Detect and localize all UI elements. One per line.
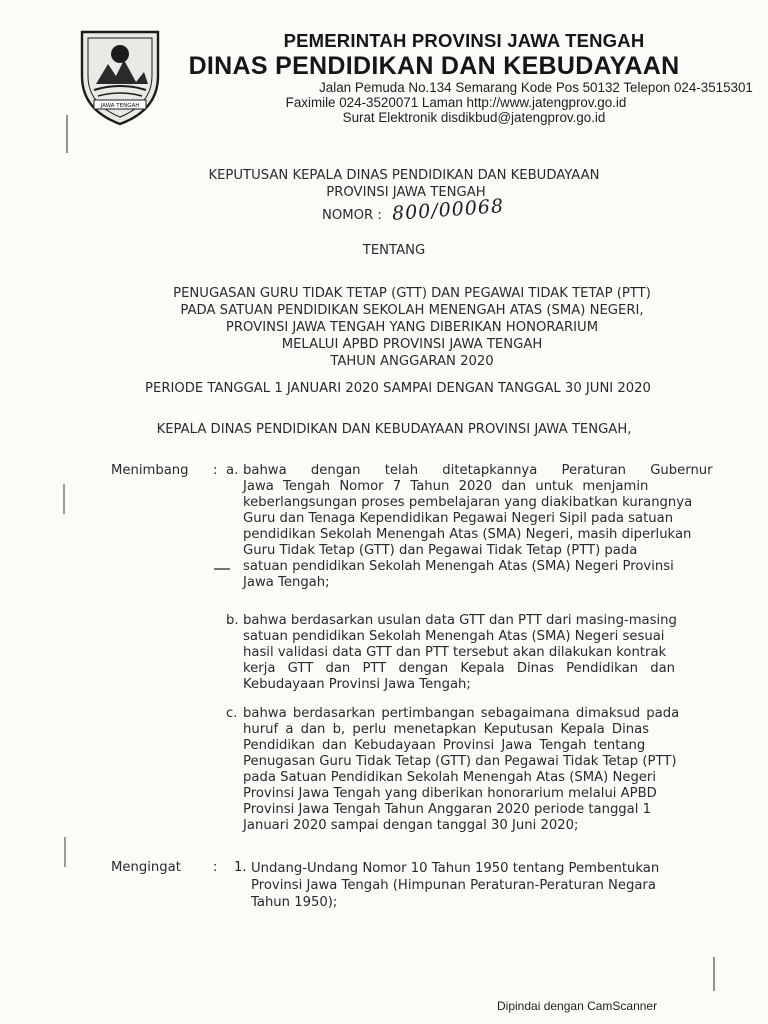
issuer-line: KEPALA DINAS PENDIDIKAN DAN KEBUDAYAAN PROVINSI JAWA TENGAH, — [156, 422, 632, 437]
scan-mark — [66, 115, 68, 153]
paragraph-line: satuan pendidikan Sekolah Menengah Atas (SMA) Negeri Provinsi — [243, 559, 674, 574]
paragraph-line: keberlangsungan proses pembelajaran yang diakibatkan kurangnya — [243, 495, 693, 510]
item-letter-a: a. — [226, 463, 239, 478]
paragraph-line: pendidikan Sekolah Menengah Atas (SMA) Negeri, masih diperlukan — [243, 527, 692, 542]
scan-mark — [713, 957, 715, 991]
paragraph-line: hasil validasi data GTT dan PTT tersebut akan dilakukan kontrak — [243, 645, 667, 660]
subject-line: PADA SATUAN PENDIDIKAN SEKOLAH MENENGAH ATAS (SMA) NEGERI, — [180, 303, 644, 318]
mengingat-label: Mengingat — [111, 860, 181, 875]
item-letter-c: c. — [226, 706, 238, 721]
subject-line: TAHUN ANGGARAN 2020 — [330, 354, 494, 369]
paragraph-line: bahwa berdasarkan pertimbangan sebagaimana dimaksud pada — [243, 706, 680, 721]
address-line: Jalan Pemuda No.134 Semarang Kode Pos 50132 Telepon 024-3515301 — [319, 80, 753, 95]
paragraph-line: Jawa Tengah; — [243, 575, 330, 590]
paragraph-line: Jawa Tengah Nomor 7 Tahun 2020 dan untuk menjamin — [243, 479, 649, 494]
subject-line: MELALUI APBD PROVINSI JAWA TENGAH — [281, 337, 543, 352]
paragraph-line: Guru Tidak Tetap (GTT) dan Pegawai Tidak Tetap (PTT) pada — [243, 543, 638, 558]
subject-line: PENUGASAN GURU TIDAK TETAP (GTT) DAN PEGAWAI TIDAK TETAP (PTT) — [173, 286, 651, 301]
government-heading: PEMERINTAH PROVINSI JAWA TENGAH — [283, 30, 645, 51]
svg-text:JAWA TENGAH: JAWA TENGAH — [100, 103, 140, 109]
menimbang-label: Menimbang — [111, 463, 189, 478]
scan-mark — [214, 568, 230, 570]
paragraph-line: kerja GTT dan PTT dengan Kepala Dinas Pendidikan dan — [243, 661, 676, 676]
paragraph-line: Provinsi Jawa Tengah Tahun Anggaran 2020 periode tanggal 1 — [243, 802, 652, 817]
decree-title-line1: KEPUTUSAN KEPALA DINAS PENDIDIKAN DAN KEBUDAYAAN — [208, 168, 600, 183]
paragraph-line: Penugasan Guru Tidak Tetap (GTT) dan Pegawai Tidak Tetap (PTT) — [243, 754, 677, 769]
fax-website-line: Faximile 024-3520071 Laman http://www.jatengprov.go.id — [285, 95, 627, 110]
menimbang-colon: : — [213, 463, 218, 478]
mengingat-colon: : — [213, 860, 218, 875]
tentang-heading: TENTANG — [362, 243, 426, 258]
paragraph-line: Januari 2020 sampai dengan tanggal 30 Juni 2020; — [243, 818, 579, 833]
item-number-1: 1. — [234, 860, 247, 875]
menimbang-item-c — [243, 706, 680, 834]
scan-mark — [64, 837, 66, 867]
decree-title-line2: PROVINSI JAWA TENGAH — [326, 185, 486, 200]
item-letter-b: b. — [226, 613, 239, 628]
decree-number-label: NOMOR : — [322, 208, 382, 223]
paragraph-line: Kebudayaan Provinsi Jawa Tengah; — [243, 677, 471, 692]
paragraph-line: Guru dan Tenaga Kependidikan Pegawai Negeri Sipil pada satuan — [243, 511, 674, 526]
agency-heading: DINAS PENDIDIKAN DAN KEBUDAYAAN — [188, 52, 680, 80]
email-line: Surat Elektronik disdikbud@jatengprov.go.id — [342, 110, 606, 125]
menimbang-item-a — [243, 463, 713, 591]
paragraph-line: pada Satuan Pendidikan Sekolah Menengah Atas (SMA) Negeri — [243, 770, 657, 785]
decree-number-handwritten: 800/00068 — [391, 195, 505, 225]
paragraph-line: Provinsi Jawa Tengah yang diberikan honorarium melalui APBD — [243, 786, 657, 801]
paragraph-line: Provinsi Jawa Tengah (Himpunan Peraturan-Peraturan Negara — [251, 878, 656, 893]
subject-line: PROVINSI JAWA TENGAH YANG DIBERIKAN HONORARIUM — [225, 320, 599, 335]
menimbang-item-b — [243, 613, 677, 693]
scanner-watermark: Dipindai dengan CamScanner — [497, 999, 658, 1013]
paragraph-line: huruf a dan b, perlu menetapkan Keputusan Kepala Dinas — [243, 722, 650, 737]
paragraph-line: bahwa berdasarkan usulan data GTT dan PTT dari masing-masing — [243, 613, 677, 628]
paragraph-line: bahwa dengan telah ditetapkannya Peraturan Gubernur — [243, 463, 713, 478]
paragraph-line: Tahun 1950); — [251, 895, 338, 910]
paragraph-line: Pendidikan dan Kebudayaan Provinsi Jawa Tengah tentang — [243, 738, 646, 753]
period-line: PERIODE TANGGAL 1 JANUARI 2020 SAMPAI DENGAN TANGGAL 30 JUNI 2020 — [145, 381, 651, 396]
paragraph-line: satuan pendidikan Sekolah Menengah Atas (SMA) Negeri sesuai — [243, 629, 665, 644]
scan-mark — [63, 484, 65, 514]
mengingat-item-1 — [251, 860, 671, 911]
decree-number — [322, 195, 505, 225]
paragraph-line: Undang-Undang Nomor 10 Tahun 1950 tentang Pembentukan — [251, 861, 660, 876]
